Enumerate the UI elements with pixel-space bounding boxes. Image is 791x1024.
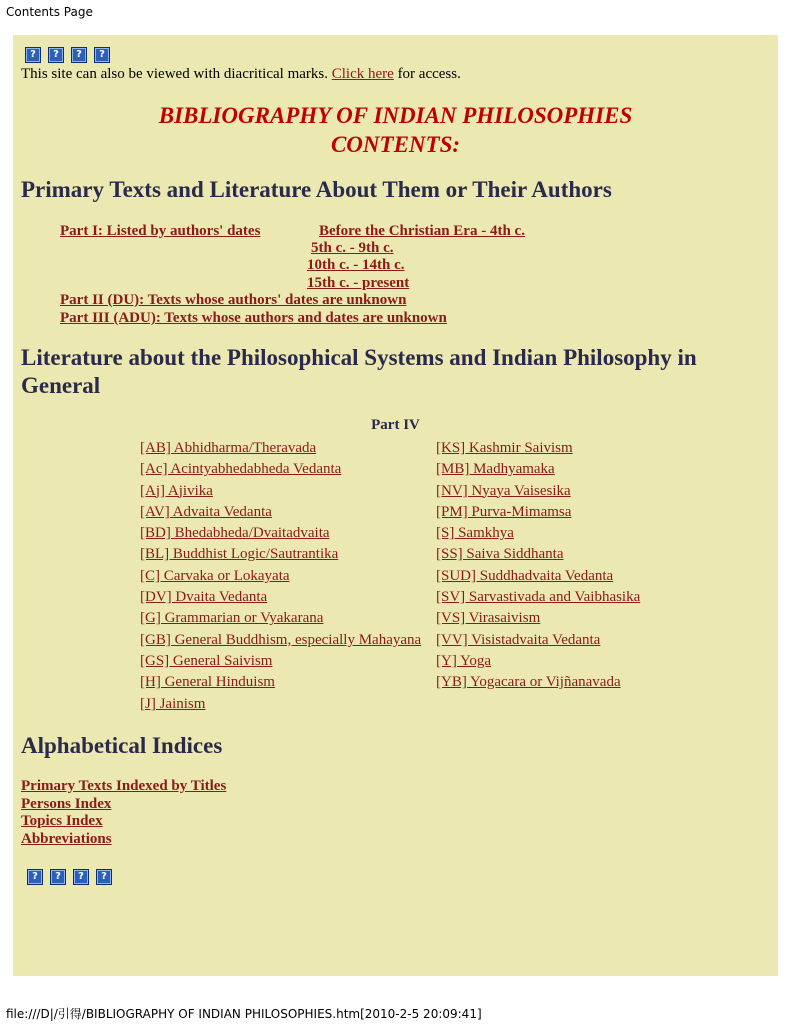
- range-link[interactable]: 5th c. - 9th c.: [311, 240, 394, 256]
- system-link[interactable]: [NV] Nyaya Vaisesika: [436, 482, 571, 499]
- system-link[interactable]: [KS] Kashmir Saivism: [436, 440, 573, 456]
- system-link[interactable]: [H] General Hinduism: [140, 674, 275, 691]
- page-subtitle: CONTENTS:: [330, 132, 461, 157]
- primary-texts-heading: Primary Texts and Literature About Them or Their Authors: [21, 177, 612, 202]
- system-link[interactable]: [DV] Dvaita Vedanta: [140, 589, 268, 606]
- system-link[interactable]: [SV] Sarvastivada and Vaibhasika: [436, 589, 641, 606]
- part1-link[interactable]: Part I: Listed by authors' dates: [60, 223, 261, 239]
- system-link[interactable]: [Aj] Ajivika: [140, 482, 213, 499]
- system-link[interactable]: [J] Jainism: [140, 695, 206, 712]
- help-icon[interactable]: ?: [73, 869, 89, 885]
- part4-label: Part IV: [371, 417, 420, 433]
- system-link[interactable]: [SS] Saiva Siddhanta: [436, 546, 564, 563]
- top-nav-icons: [25, 47, 110, 63]
- help-icon[interactable]: ?: [96, 869, 112, 885]
- indices-heading: Alphabetical Indices: [21, 733, 223, 758]
- diacritics-notice: This site can also be viewed with diacritical marks. Click here for access.: [21, 66, 461, 82]
- systems-heading-cont: General: [21, 373, 101, 398]
- indices-list: [21, 778, 226, 848]
- help-icon[interactable]: ?: [50, 869, 66, 885]
- system-link[interactable]: [VV] Visistadvaita Vedanta: [436, 631, 601, 648]
- system-link[interactable]: [BD] Bhedabheda/Dvaitadvaita: [140, 525, 330, 542]
- index-link[interactable]: Abbreviations: [21, 830, 112, 847]
- click-here-link[interactable]: Click here: [331, 66, 394, 82]
- system-link[interactable]: [G] Grammarian or Vyakarana: [140, 610, 324, 627]
- help-icon[interactable]: ?: [27, 869, 43, 885]
- part2-link[interactable]: Part II (DU): Texts whose authors' dates are unknown: [60, 292, 407, 308]
- system-link[interactable]: [GB] General Buddhism, especially Mahayana: [140, 631, 422, 648]
- system-link[interactable]: [YB] Yogacara or Vijñanavada: [436, 674, 621, 691]
- system-link[interactable]: [C] Carvaka or Lokayata: [140, 567, 290, 584]
- range-link[interactable]: 15th c. - present: [307, 275, 410, 291]
- system-link[interactable]: [S] Samkhya: [436, 525, 514, 542]
- page-footer: file:///D|/引得/BIBLIOGRAPHY OF INDIAN PHILOSOPHIES.htm[2010-2-5 20:09:41]: [6, 1007, 482, 1021]
- system-link[interactable]: [AV] Advaita Vedanta: [140, 503, 272, 520]
- system-link[interactable]: [PM] Purva-Mimamsa: [436, 503, 572, 520]
- page-title: BIBLIOGRAPHY OF INDIAN PHILOSOPHIES: [158, 103, 633, 128]
- index-link[interactable]: Primary Texts Indexed by Titles: [21, 778, 227, 794]
- help-icon[interactable]: ?: [25, 47, 41, 63]
- content-panel: [13, 35, 778, 976]
- system-link[interactable]: [Ac] Acintyabhedabheda Vedanta: [140, 461, 342, 478]
- systems-right-column: [436, 438, 640, 694]
- system-link[interactable]: [BL] Buddhist Logic/Sautrantika: [140, 546, 339, 563]
- part3-link[interactable]: Part III (ADU): Texts whose authors and dates are unknown: [60, 310, 447, 326]
- help-icon[interactable]: ?: [94, 47, 110, 63]
- system-link[interactable]: [Y] Yoga: [436, 652, 492, 669]
- systems-heading: Literature about the Philosophical Systems and Indian Philosophy in: [21, 345, 697, 370]
- bottom-nav-icons: [27, 869, 112, 885]
- range-link[interactable]: 10th c. - 14th c.: [307, 257, 405, 273]
- range-link[interactable]: Before the Christian Era - 4th c.: [319, 223, 525, 239]
- index-link[interactable]: Topics Index: [21, 813, 103, 829]
- help-icon[interactable]: ?: [71, 47, 87, 63]
- system-link[interactable]: [AB] Abhidharma/Theravada: [140, 440, 317, 456]
- system-link[interactable]: [GS] General Saivism: [140, 652, 273, 669]
- systems-left-column: [140, 438, 421, 715]
- system-link[interactable]: [MB] Madhyamaka: [436, 461, 555, 478]
- help-icon[interactable]: ?: [48, 47, 64, 63]
- index-link[interactable]: Persons Index: [21, 795, 112, 812]
- page-header: Contents Page: [6, 5, 93, 19]
- system-link[interactable]: [SUD] Suddhadvaita Vedanta: [436, 567, 614, 584]
- system-link[interactable]: [VS] Virasaivism: [436, 610, 541, 627]
